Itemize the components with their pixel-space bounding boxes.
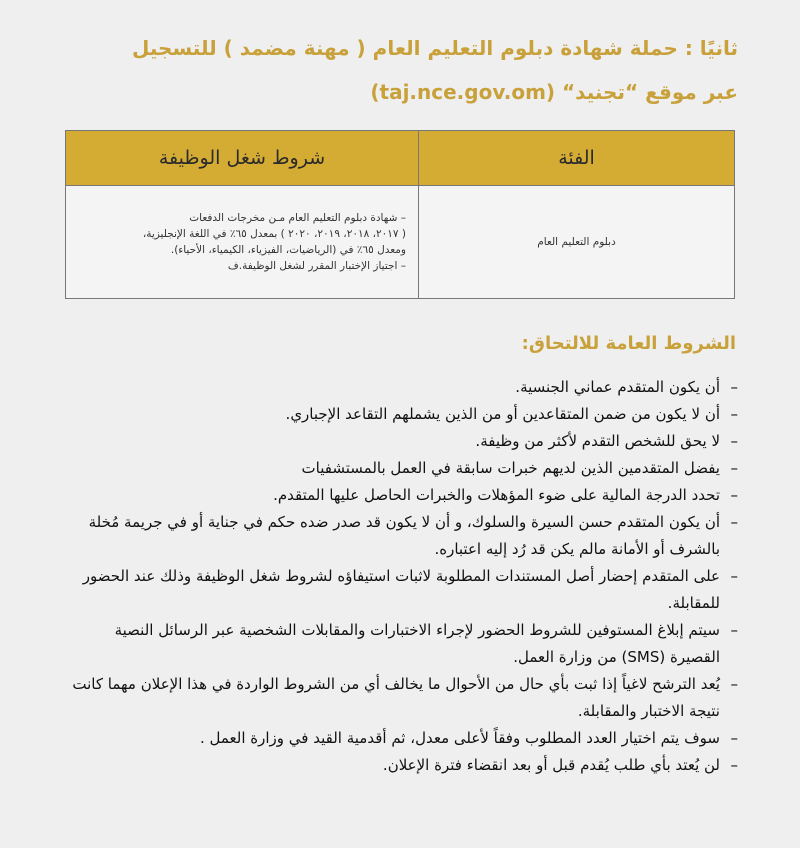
list-item: – يفضل المتقدمين الذين لديهم خبرات سابقة في العمل بالمستشفيات <box>66 455 738 482</box>
list-item: – سوف يتم اختيار العدد المطلوب وفقاً لأعلى معدل، ثم أقدمية القيد في وزارة العمل . <box>66 725 738 752</box>
table-header-row <box>66 131 735 186</box>
header-category: الفئة <box>419 131 735 186</box>
list-item: – سيتم إبلاغ المستوفين للشروط الحضور لإجراء الاختبارات والمقابلات الشخصية عبر الرسائل النصية القصيرة (SMS) من وزارة العمل. <box>66 617 738 671</box>
table-row <box>66 186 735 299</box>
job-conditions-table <box>65 130 735 299</box>
general-conditions-title: الشروط العامة للالتحاق: <box>521 333 736 354</box>
condition-line: ومعدل ٦٥٪ في (الرياضيات، الفيزياء، الكيمياء، الأحياء). <box>170 244 406 256</box>
list-item: – يُعد الترشح لاغياً إذا ثبت بأي حال من الأحوال ما يخالف أي من الشروط الواردة في هذا الإعلان مهما كانت نتيجة الاختبار والمقابلة. <box>66 671 738 725</box>
condition-line: – اجتياز الإختبار المقرر لشغل الوظيفة.ف <box>227 260 406 272</box>
heading-site-label: عبر موقع “تجنيد“ <box>562 80 738 104</box>
list-item: – أن يكون المتقدم عماني الجنسية. <box>66 374 738 401</box>
list-item: – لن يُعتد بأي طلب يُقدم قبل أو بعد انقضاء فترة الإعلان. <box>66 752 738 779</box>
heading-url: (taj.nce.gov.om) <box>370 80 556 104</box>
section-heading-line1: ثانيًا : حملة شهادة دبلوم التعليم العام ( مهنة مضمد ) للتسجيل <box>132 36 738 60</box>
general-conditions-list <box>66 374 738 779</box>
list-item: – تحدد الدرجة المالية على ضوء المؤهلات والخبرات الحاصل عليها المتقدم. <box>66 482 738 509</box>
list-item: – على المتقدم إحضار أصل المستندات المطلوبة لاثبات استيفاؤه لشروط شغل الوظيفة وذلك عند الحضور للمقابلة. <box>66 563 738 617</box>
cell-conditions <box>66 186 419 299</box>
header-conditions: شروط شغل الوظيفة <box>66 131 419 186</box>
cell-category: دبلوم التعليم العام <box>419 186 735 299</box>
condition-line: – شهادة دبلوم التعليم العام مـن مخرجات الدفعات <box>189 212 406 224</box>
condition-line: ( ٢٠١٧، ٢٠١٨، ٢٠١٩، ٢٠٢٠ ) بمعدل ٦٥٪ في اللغة الإنجليزية، <box>142 228 406 240</box>
section-heading-line2 <box>58 72 738 112</box>
list-item: – أن يكون المتقدم حسن السيرة والسلوك، و أن لا يكون قد صدر ضده حكم في جناية أو في جريمة مُخلة بالشرف أو الأمانة مالم يكن قد رُد إليه اعتباره. <box>66 509 738 563</box>
list-item: – لا يحق للشخص التقدم لأكثر من وظيفة. <box>66 428 738 455</box>
list-item: – أن لا يكون من ضمن المتقاعدين أو من الذين يشملهم التقاعد الإجباري. <box>66 401 738 428</box>
